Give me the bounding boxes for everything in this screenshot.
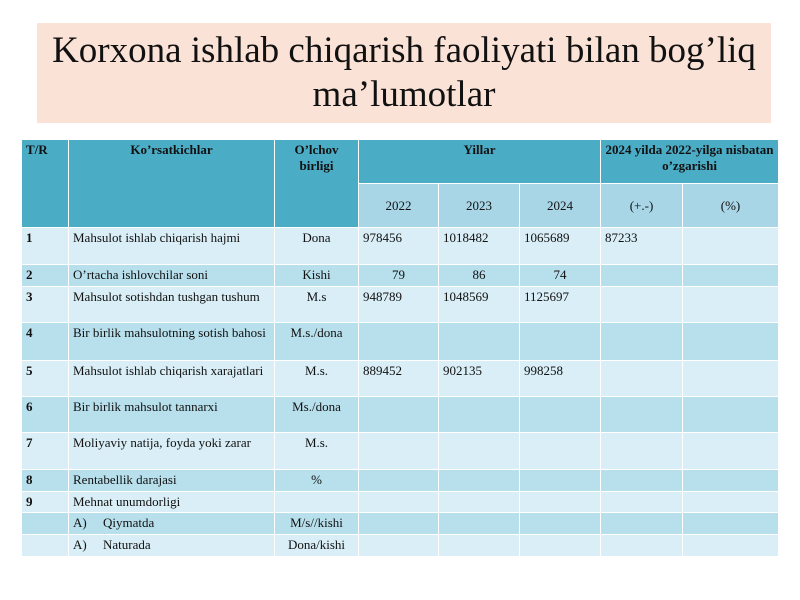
row-change-abs — [601, 491, 683, 512]
row-change-abs: 87233 — [601, 228, 683, 264]
row-unit: Dona — [275, 228, 359, 264]
row-change-pct — [683, 491, 779, 512]
row-value-2024 — [520, 491, 601, 512]
row-number: 9 — [22, 491, 69, 512]
subrow-unit: Dona/kishi — [275, 534, 359, 556]
indicators-table — [21, 139, 779, 557]
row-value-2022: 79 — [359, 264, 439, 286]
row-change-pct — [683, 397, 779, 433]
header-tr: T/R — [22, 140, 69, 228]
row-value-2023: 1048569 — [439, 286, 520, 322]
row-indicator: Moliyaviy natija, foyda yoki zarar — [69, 433, 275, 469]
header-indicators: Ko’rsatkichlar — [69, 140, 275, 228]
header-change-abs: (+.-) — [601, 184, 683, 228]
row-value-2022: 889452 — [359, 361, 439, 397]
row-number: 3 — [22, 286, 69, 322]
row-value-2023 — [439, 322, 520, 360]
row-indicator: O’rtacha ishlovchilar soni — [69, 264, 275, 286]
row-indicator: Rentabellik darajasi — [69, 469, 275, 491]
row-unit — [275, 491, 359, 512]
page-title: Korxona ishlab chiqarish faoliyati bilan bog’liq ma’lumotlar — [52, 30, 756, 115]
subrow-cell — [359, 512, 439, 534]
row-unit: % — [275, 469, 359, 491]
row-value-2023 — [439, 433, 520, 469]
row-value-2022 — [359, 322, 439, 360]
table-row — [22, 361, 779, 397]
row-number: 5 — [22, 361, 69, 397]
subrow-cell — [683, 512, 779, 534]
header-year-2023: 2023 — [439, 184, 520, 228]
row-number: 2 — [22, 264, 69, 286]
subrow-cell — [439, 534, 520, 556]
row-value-2023: 1018482 — [439, 228, 520, 264]
row-change-abs — [601, 397, 683, 433]
subrow-indicator — [69, 534, 275, 556]
subrow-cell — [520, 512, 601, 534]
table-row — [22, 491, 779, 512]
header-change: 2024 yilda 2022-yilga nisbatan o’zgarishi — [601, 140, 779, 184]
subrow-number — [22, 512, 69, 534]
subrow-number — [22, 534, 69, 556]
subrow-cell — [683, 534, 779, 556]
row-change-abs — [601, 361, 683, 397]
row-value-2022: 948789 — [359, 286, 439, 322]
row-indicator: Mahsulot sotishdan tushgan tushum — [69, 286, 275, 322]
header-unit: O’lchov birligi — [275, 140, 359, 228]
row-number: 1 — [22, 228, 69, 264]
table-row — [22, 264, 779, 286]
row-change-abs — [601, 469, 683, 491]
row-indicator: Bir birlik mahsulotning sotish bahosi — [69, 322, 275, 360]
subrow-cell — [601, 512, 683, 534]
row-unit: Kishi — [275, 264, 359, 286]
row-unit: Ms./dona — [275, 397, 359, 433]
row-change-pct — [683, 264, 779, 286]
table-row — [22, 322, 779, 360]
row-number: 8 — [22, 469, 69, 491]
subrow-marker: A) — [73, 536, 87, 552]
row-value-2024: 1065689 — [520, 228, 601, 264]
subrow-cell — [601, 534, 683, 556]
header-year-2022: 2022 — [359, 184, 439, 228]
row-value-2022 — [359, 397, 439, 433]
row-change-pct — [683, 286, 779, 322]
row-value-2023 — [439, 469, 520, 491]
row-value-2024: 1125697 — [520, 286, 601, 322]
table-row — [22, 397, 779, 433]
row-number: 7 — [22, 433, 69, 469]
row-change-abs — [601, 264, 683, 286]
subrow-cell — [439, 512, 520, 534]
header-years: Yillar — [359, 140, 601, 184]
subrow-label: Qiymatda — [103, 514, 155, 530]
title-banner — [37, 23, 771, 123]
subrow-unit: M/s//kishi — [275, 512, 359, 534]
header-year-2024: 2024 — [520, 184, 601, 228]
row-value-2024 — [520, 397, 601, 433]
row-change-abs — [601, 433, 683, 469]
table-row — [22, 433, 779, 469]
row-value-2023 — [439, 397, 520, 433]
subrow-cell — [359, 534, 439, 556]
row-unit: M.s — [275, 286, 359, 322]
table-subrow — [22, 534, 779, 556]
row-indicator: Mehnat unumdorligi — [69, 491, 275, 512]
row-indicator: Mahsulot ishlab chiqarish xarajatlari — [69, 361, 275, 397]
row-unit: M.s. — [275, 361, 359, 397]
row-value-2022 — [359, 469, 439, 491]
row-value-2024 — [520, 433, 601, 469]
row-value-2023: 902135 — [439, 361, 520, 397]
table-row — [22, 286, 779, 322]
row-value-2024 — [520, 322, 601, 360]
row-value-2024: 74 — [520, 264, 601, 286]
row-unit: M.s./dona — [275, 322, 359, 360]
row-indicator: Mahsulot ishlab chiqarish hajmi — [69, 228, 275, 264]
row-change-pct — [683, 433, 779, 469]
row-change-pct — [683, 469, 779, 491]
subrow-cell — [520, 534, 601, 556]
table-subrow — [22, 512, 779, 534]
row-number: 6 — [22, 397, 69, 433]
table-row — [22, 469, 779, 491]
row-change-abs — [601, 286, 683, 322]
row-change-pct — [683, 361, 779, 397]
row-value-2024: 998258 — [520, 361, 601, 397]
row-change-pct — [683, 322, 779, 360]
subrow-indicator — [69, 512, 275, 534]
row-change-pct — [683, 228, 779, 264]
row-value-2023: 86 — [439, 264, 520, 286]
row-value-2022 — [359, 433, 439, 469]
subrow-label: Naturada — [103, 536, 151, 552]
row-number: 4 — [22, 322, 69, 360]
row-value-2024 — [520, 469, 601, 491]
row-value-2022: 978456 — [359, 228, 439, 264]
header-change-pct: (%) — [683, 184, 779, 228]
subrow-marker: A) — [73, 514, 87, 530]
row-change-abs — [601, 322, 683, 360]
row-indicator: Bir birlik mahsulot tannarxi — [69, 397, 275, 433]
row-unit: M.s. — [275, 433, 359, 469]
row-value-2023 — [439, 491, 520, 512]
row-value-2022 — [359, 491, 439, 512]
table-row — [22, 228, 779, 264]
